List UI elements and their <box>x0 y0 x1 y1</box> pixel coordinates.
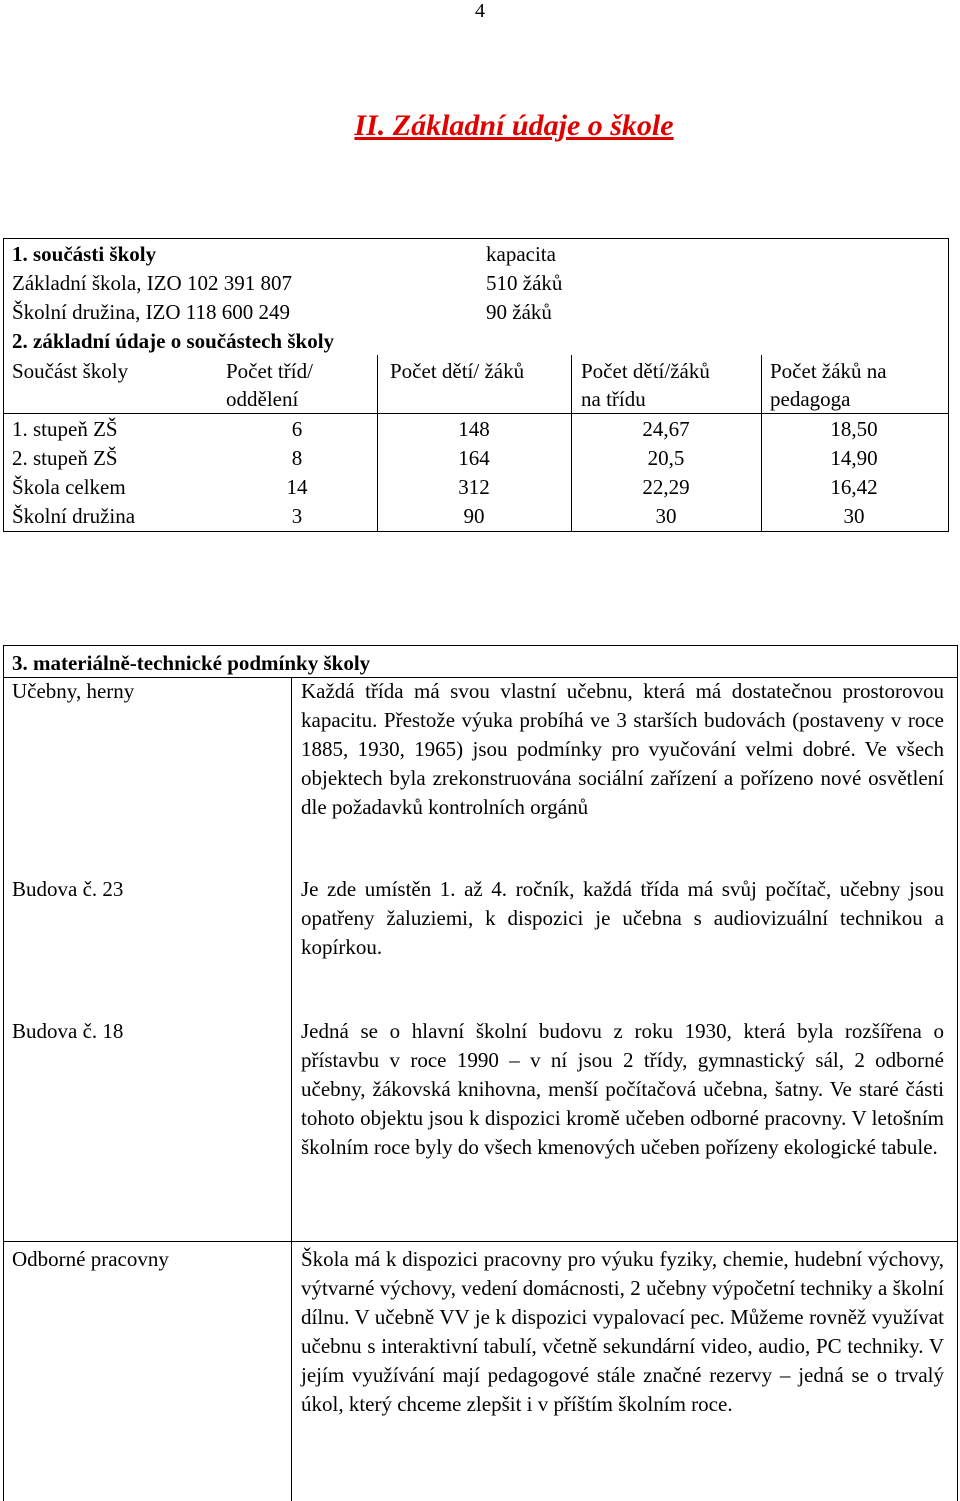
divider <box>291 677 292 1501</box>
row-text: Každá třída má svou vlastní učebnu, která má dostatečnou prostorovou kapacitu. Přestože výuka probíhá ve 3 starších budovách (postaveny v roce 1885, 1930, 1965) jsou podmínky pro vyučování velmi dobré. Ve všech objektech byla zrekonstruována sociální zařízení a pořízeno nové osvětlení dle požadavků kontrolních orgánů <box>301 679 944 819</box>
row-per-class: 20,5 <box>647 446 685 470</box>
header-part: Součást školy <box>12 359 129 383</box>
header-classes-line2: oddělení <box>226 387 299 411</box>
row-label: Budova č. 23 <box>12 877 124 901</box>
section3-title: 3. materiálně-technické podmínky školy <box>12 651 371 675</box>
part-name-1: Školní družina, IZO 118 600 249 <box>12 300 291 324</box>
row-part: Škola celkem <box>12 475 126 499</box>
page-number: 4 <box>475 0 485 22</box>
divider <box>377 355 378 531</box>
row-pupils: 90 <box>463 504 485 528</box>
header-per-teacher-line1: Počet žáků na <box>770 359 887 383</box>
row-label: Odborné pracovny <box>12 1247 169 1271</box>
part-capacity-1: 90 žáků <box>486 300 552 324</box>
header-per-teacher-line2: pedagoga <box>770 387 851 411</box>
row-per-teacher: 14,90 <box>830 446 878 470</box>
row-classes: 6 <box>291 417 303 441</box>
row-classes: 3 <box>291 504 303 528</box>
row-part: 1. stupeň ZŠ <box>12 417 118 441</box>
row-per-teacher: 18,50 <box>830 417 878 441</box>
row-per-class: 24,67 <box>642 417 690 441</box>
row-per-teacher: 16,42 <box>830 475 878 499</box>
divider <box>761 355 762 531</box>
page-title: II. Základní údaje o škole <box>354 109 674 142</box>
part-name-0: Základní škola, IZO 102 391 807 <box>12 271 292 295</box>
row-label: Budova č. 18 <box>12 1019 124 1043</box>
divider <box>4 1241 957 1242</box>
row-classes: 8 <box>291 446 303 470</box>
divider <box>4 413 948 414</box>
row-pupils: 164 <box>458 446 490 470</box>
material-conditions-table <box>3 645 958 1501</box>
row-text: Jedná se o hlavní školní budovu z roku 1930, která byla rozšířena o přístavbu v roce 1990 – v ní jsou 2 třídy, gymnastický sál, 2 odborné učebny, žákovská knihovna, menší počítačová učebna, šatny. Ve staré části tohoto objektu jsou k dispozici kromě učeben odborné pracovny. V letošním školním roce byly do všech kmenových učeben pořízeny ekologické tabule. <box>301 1019 944 1159</box>
header-per-class-line1: Počet dětí/žáků <box>581 359 710 383</box>
row-text: Škola má k dispozici pracovny pro výuku fyziky, chemie, hudební výchovy, výtvarné výchovy, vedení domácnosti, 2 učebny výpočetní techniky a školní dílnu. V učebně VV je k dispozici vypalovací pec. Můžeme rovněž využívat učebnu s interaktivní tabulí, včetně sekundární video, audio, PC techniky. V jejím využívání mají pedagogové stále značné rezervy – jedná se o trvalý úkol, který chceme zlepšit i v příštím školním roce. <box>301 1247 944 1416</box>
row-pupils: 312 <box>458 475 490 499</box>
section2-title: 2. základní údaje o součástech školy <box>12 329 335 353</box>
capacity-header: kapacita <box>486 242 556 266</box>
row-label: Učebny, herny <box>12 679 135 703</box>
row-per-teacher: 30 <box>843 504 865 528</box>
header-pupils: Počet dětí/ žáků <box>390 359 525 383</box>
row-classes: 14 <box>286 475 308 499</box>
row-part: 2. stupeň ZŠ <box>12 446 118 470</box>
header-classes-line1: Počet tříd/ <box>226 359 313 383</box>
part-capacity-0: 510 žáků <box>486 271 563 295</box>
section1-title: 1. součásti školy <box>12 242 157 266</box>
row-part: Školní družina <box>12 504 136 528</box>
row-per-class: 30 <box>655 504 677 528</box>
header-per-class-line2: na třídu <box>581 387 646 411</box>
divider <box>571 355 572 531</box>
school-parts-table <box>3 238 949 532</box>
row-text: Je zde umístěn 1. až 4. ročník, každá třída má svůj počítač, učebny jsou opatřeny žaluziemi, k dispozici je učebna s audiovizuální technikou a kopírkou. <box>301 877 944 959</box>
row-pupils: 148 <box>458 417 490 441</box>
row-per-class: 22,29 <box>642 475 690 499</box>
